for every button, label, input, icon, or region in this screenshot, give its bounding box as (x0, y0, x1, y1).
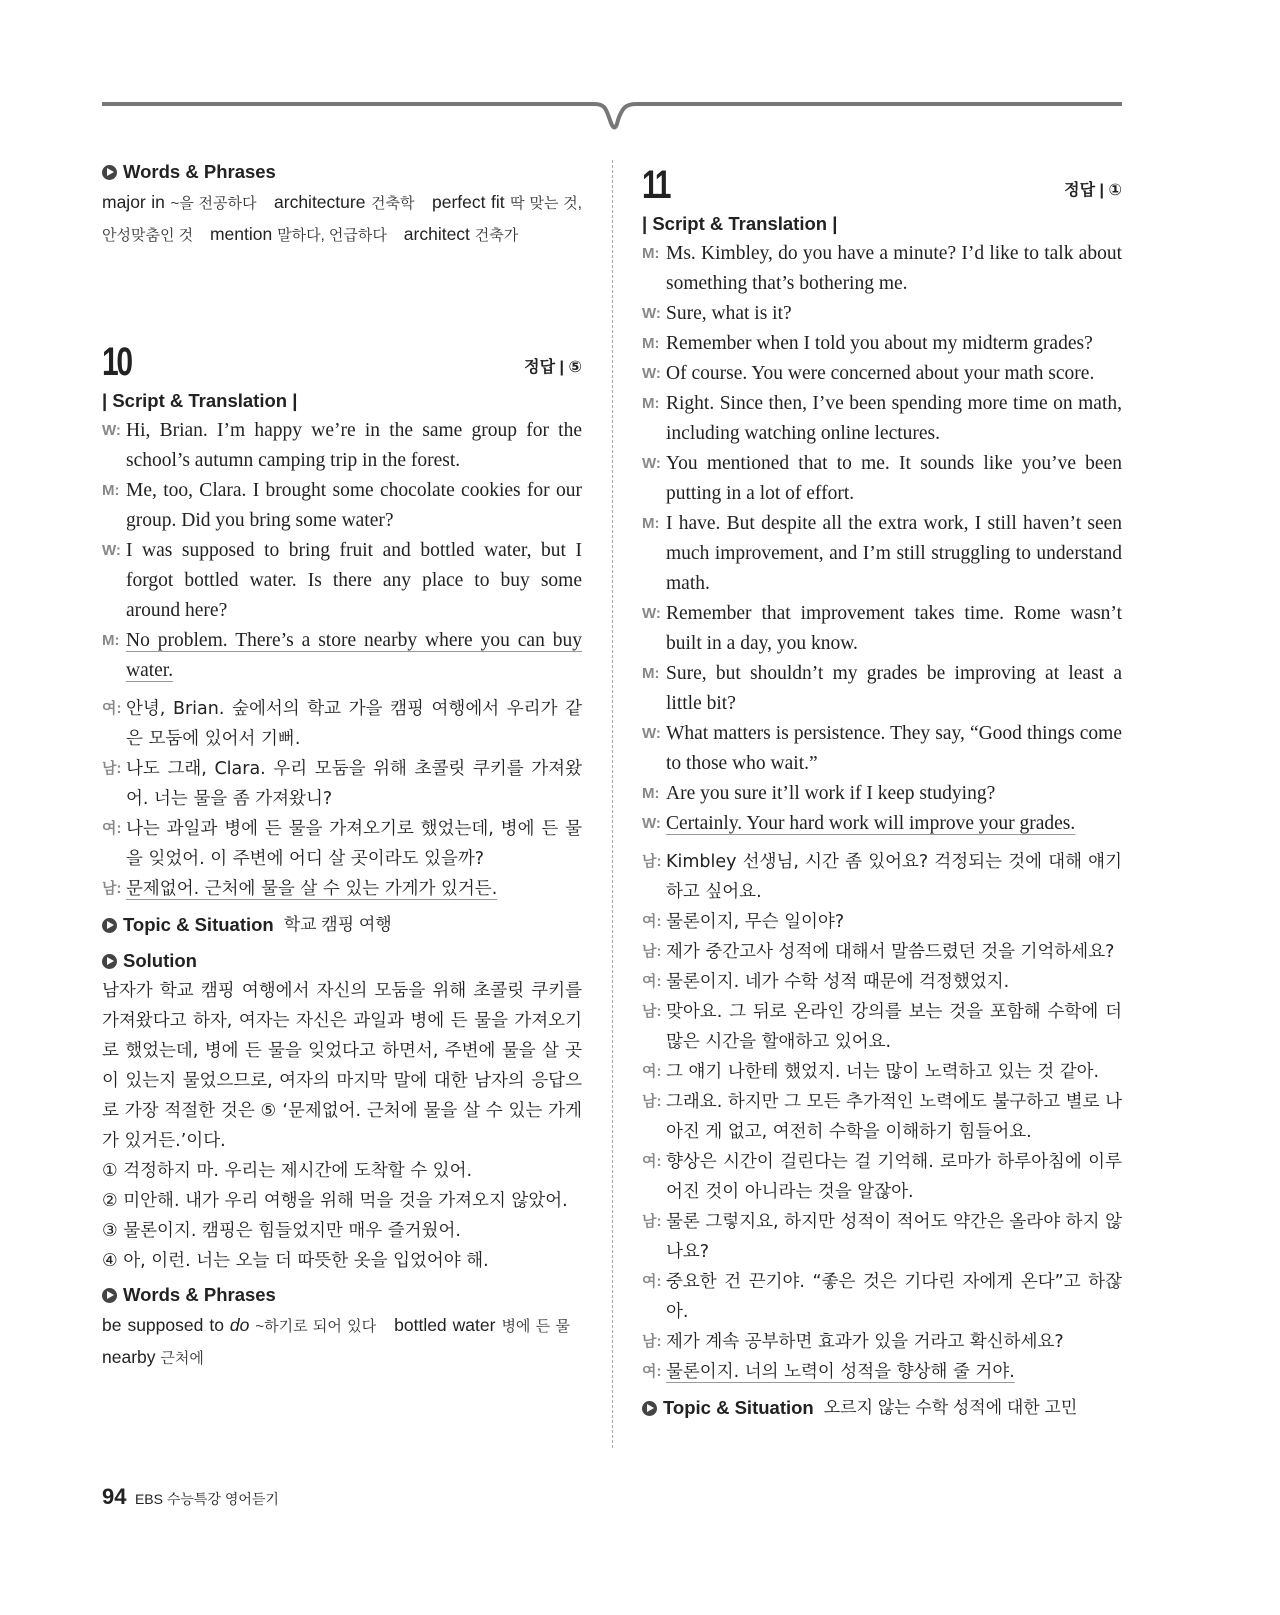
dialog-line (642, 967, 1122, 997)
dialog-line (642, 1327, 1122, 1357)
dialog-text: I have. But despite all the extra work, I still haven’t seen much improvement, and I’m still struggling to understand math. (666, 513, 1122, 594)
dialog-line (642, 239, 1122, 299)
dialog-line (642, 359, 1122, 389)
dialog-line (642, 599, 1122, 659)
speaker-label: 남: (642, 1093, 662, 1110)
dialog-line (102, 476, 582, 536)
dialog-line (642, 997, 1122, 1057)
dialog-text: 중요한 건 끈기야. “좋은 것은 기다린 자에게 온다”고 하잖아. (666, 1272, 1122, 1322)
speaker-label: W: (642, 815, 661, 832)
speaker-label: M: (642, 245, 660, 262)
dialog-text: Hi, Brian. I’m happy we’re in the same group for the school’s autumn camping trip in the forest. (126, 420, 582, 471)
question-11 (642, 163, 1122, 1423)
dialog-line (642, 509, 1122, 599)
dialog-text: 물론이지, 무슨 일이야? (666, 912, 845, 932)
right-column (642, 0, 1122, 1615)
option: ① 걱정하지 마. 우리는 제시간에 도착할 수 있어. (102, 1161, 473, 1181)
dialog-text: Right. Since then, I’ve been spending more time on math, including watching online lectures. (666, 393, 1122, 444)
dialog-line (102, 536, 582, 626)
dialog-text: No problem. There’s a store nearby where you can buy water. (126, 630, 582, 681)
play-bullet-icon (102, 1288, 117, 1303)
dialog-line (642, 1057, 1122, 1087)
options (102, 1156, 582, 1276)
speaker-label: M: (102, 632, 120, 649)
dialog-text: 나도 그래, Clara. 우리 모둠을 위해 초콜릿 쿠키를 가져왔어. 너는 물을 좀 가져왔니? (126, 759, 582, 809)
column-divider (612, 160, 613, 1448)
dialog-line (102, 694, 582, 754)
dialog-text: 문제없어. 근처에 물을 살 수 있는 가게가 있거든. (126, 879, 498, 899)
dialog-text: Remember that improvement takes time. Rome wasn’t built in a day, you know. (666, 603, 1122, 654)
dialog-text: Remember when I told you about my midterm grades? (666, 333, 1093, 354)
dialog-text: 안녕, Brian. 숲에서의 학교 가을 캠핑 여행에서 우리가 같은 모둠에 있어서 기뻐. (126, 699, 582, 749)
dialog-line (642, 299, 1122, 329)
dialog-text: Ms. Kimbley, do you have a minute? I’d like to talk about something that’s bothering me. (666, 243, 1122, 294)
dialog (642, 239, 1122, 839)
topic-heading: Topic & Situation 오르지 않는 수학 성적에 대한 고민 (642, 1393, 1122, 1423)
dialog-text: 물론 그렇지요, 하지만 성적이 적어도 약간은 올라야 하지 않나요? (666, 1212, 1122, 1262)
script-heading: | Script & Translation | (102, 390, 298, 411)
speaker-label: 남: (102, 880, 122, 897)
dialog-text: 물론이지. 너의 노력이 성적을 향상해 줄 거야. (666, 1362, 1015, 1382)
speaker-label: W: (102, 422, 121, 439)
dialog-line (642, 907, 1122, 937)
dialog-line (642, 389, 1122, 449)
word-ko: ~을 전공하다 (170, 195, 257, 212)
dialog-line (102, 814, 582, 874)
speaker-label: 여: (102, 820, 122, 837)
dialog-text: You mentioned that to me. It sounds like you’ve been putting in a lot of effort. (666, 453, 1122, 504)
dialog-text: Sure, what is it? (666, 303, 792, 324)
word-en: mention (209, 224, 273, 244)
left-column (102, 0, 582, 1615)
dialog-text: 맞아요. 그 뒤로 온라인 강의를 보는 것을 포함해 수학에 더 많은 시간을 할애하고 있어요. (666, 1002, 1122, 1052)
speaker-label: 여: (642, 913, 662, 930)
speaker-label: W: (102, 542, 121, 559)
word-en: bottled water (394, 1315, 496, 1335)
speaker-label: 여: (642, 973, 662, 990)
answer-label: 정답 | ⑤ (524, 359, 582, 376)
word-ko: 딱 맞는 것, 안성맞춤인 것 (102, 195, 582, 244)
word-list (102, 187, 582, 251)
dialog-line (642, 1147, 1122, 1207)
speaker-label: M: (642, 395, 660, 412)
speaker-label: 남: (642, 943, 662, 960)
translation (102, 694, 582, 904)
dialog-line (642, 1207, 1122, 1267)
question-number: 11 (642, 163, 670, 207)
dialog-text: What matters is persistence. They say, “Good things come to those who wait.” (666, 723, 1122, 774)
speaker-label: W: (642, 725, 661, 742)
play-bullet-icon (642, 1401, 657, 1416)
dialog-line (642, 719, 1122, 779)
speaker-label: M: (642, 515, 660, 532)
word-ko: 건축가 (474, 227, 519, 244)
word-em: do (229, 1315, 250, 1335)
speaker-label: M: (642, 785, 660, 802)
speaker-label: M: (642, 335, 660, 352)
dialog-text: Are you sure it’ll work if I keep studying? (666, 783, 996, 804)
dialog-line (102, 626, 582, 686)
word-ko: ~하기로 되어 있다 (255, 1318, 377, 1335)
solution-heading: Solution (102, 946, 582, 976)
play-bullet-icon (102, 165, 117, 180)
speaker-label: 여: (642, 1153, 662, 1170)
speaker-label: W: (642, 455, 661, 472)
speaker-label: 남: (642, 1003, 662, 1020)
dialog-line (642, 937, 1122, 967)
speaker-label: M: (102, 482, 120, 499)
dialog-text: I was supposed to bring fruit and bottled water, but I forgot bottled water. Is there any place to buy some around here? (126, 540, 582, 621)
dialog-text: 향상은 시간이 걸린다는 걸 기억해. 로마가 하루아침에 이루어진 것이 아니라는 것을 알잖아. (666, 1152, 1122, 1202)
word-ko: 말하다, 언급하다 (277, 227, 387, 244)
dialog-text: Me, too, Clara. I brought some chocolate cookies for our group. Did you bring some water? (126, 480, 582, 531)
word-en: architect (403, 224, 470, 244)
dialog-text: 물론이지. 네가 수학 성적 때문에 걱정했었지. (666, 972, 1010, 992)
words-prev-section (102, 157, 582, 251)
words-heading: Words & Phrases (102, 1280, 582, 1310)
dialog-line (642, 1357, 1122, 1387)
speaker-label: 여: (102, 700, 122, 717)
dialog-line (642, 1087, 1122, 1147)
word-en: be supposed to (102, 1315, 230, 1335)
question-number: 10 (102, 340, 131, 384)
dialog-text: 제가 중간고사 성적에 대해서 말씀드렸던 것을 기억하세요? (666, 942, 1115, 962)
word-en: architecture (274, 192, 366, 212)
speaker-label: M: (642, 665, 660, 682)
dialog-line (642, 809, 1122, 839)
dialog-line (642, 329, 1122, 359)
dialog-line (102, 754, 582, 814)
speaker-label: 남: (642, 853, 662, 870)
word-ko: 건축학 (370, 195, 415, 212)
speaker-label: 남: (642, 1333, 662, 1350)
dialog-line (642, 779, 1122, 809)
dialog-text: Of course. You were concerned about your math score. (666, 363, 1095, 384)
dialog-line (642, 659, 1122, 719)
dialog-line (642, 847, 1122, 907)
answer-label: 정답 | ① (1064, 182, 1122, 199)
speaker-label: W: (642, 605, 661, 622)
question-10 (102, 340, 582, 1374)
play-bullet-icon (102, 954, 117, 969)
dialog-text: Sure, but shouldn’t my grades be improving at least a little bit? (666, 663, 1122, 714)
speaker-label: 여: (642, 1363, 662, 1380)
dialog-text: 나는 과일과 병에 든 물을 가져오기로 했었는데, 병에 든 물을 잊었어. 이 주변에 어디 살 곳이라도 있을까? (126, 819, 582, 869)
page-footer (102, 1484, 279, 1510)
speaker-label: W: (642, 365, 661, 382)
speaker-label: 남: (642, 1213, 662, 1230)
speaker-label: 여: (642, 1273, 662, 1290)
speaker-label: W: (642, 305, 661, 322)
dialog-text: 제가 계속 공부하면 효과가 있을 거라고 확신하세요? (666, 1332, 1064, 1352)
dialog-line (102, 416, 582, 476)
option: ③ 물론이지. 캠핑은 힘들었지만 매우 즐거웠어. (102, 1221, 461, 1241)
word-en: major in (102, 192, 165, 212)
dialog-text: Kimbley 선생님, 시간 좀 있어요? 걱정되는 것에 대해 얘기하고 싶어요. (666, 852, 1122, 902)
word-ko: 근처에 (160, 1350, 204, 1367)
speaker-label: 남: (102, 760, 122, 777)
dialog-line (102, 874, 582, 904)
option: ② 미안해. 내가 우리 여행을 위해 먹을 것을 가져오지 않았어. (102, 1191, 568, 1211)
dialog-text: Certainly. Your hard work will improve your grades. (666, 813, 1076, 834)
play-bullet-icon (102, 918, 117, 933)
dialog-text: 그 얘기 나한테 했었지. 너는 많이 노력하고 있는 것 같아. (666, 1062, 1100, 1082)
script-heading: | Script & Translation | (642, 213, 838, 234)
word-en: nearby (102, 1347, 156, 1367)
speaker-label: 여: (642, 1063, 662, 1080)
section-heading: Words & Phrases (102, 157, 582, 187)
word-en: perfect fit (432, 192, 505, 212)
dialog (102, 416, 582, 686)
translation (642, 847, 1122, 1387)
option: ④ 아, 이런. 너는 오늘 더 따뜻한 옷을 입었어야 해. (102, 1251, 489, 1271)
dialog-text: 그래요. 하지만 그 모든 추가적인 노력에도 불구하고 별로 나아진 게 없고, 여전히 수학을 이해하기 힘들어요. (666, 1092, 1122, 1142)
solution-text: 남자가 학교 캠핑 여행에서 자신의 모둠을 위해 초콜릿 쿠키를 가져왔다고 하자, 여자는 자신은 과일과 병에 든 물을 가져오기로 했었는데, 병에 든 물을 잊었다고 하면서, 주변에 물을 살 곳이 있는지 물었으므로, 여자의 마지막 말에 대한 남자의 응답으로 가장 적절한 것은 ⑤ ‘문제없어. 근처에 물을 살 수 있는 가게가 있거든.’이다. (102, 981, 582, 1151)
dialog-line (642, 449, 1122, 509)
word-ko: 병에 든 물 (501, 1318, 570, 1335)
dialog-line (642, 1267, 1122, 1327)
book-title: EBS 수능특강 영어듣기 (134, 1491, 279, 1507)
word-list (102, 1310, 582, 1374)
topic-heading: Topic & Situation 학교 캠핑 여행 (102, 910, 582, 940)
page-number: 94 (102, 1484, 127, 1509)
